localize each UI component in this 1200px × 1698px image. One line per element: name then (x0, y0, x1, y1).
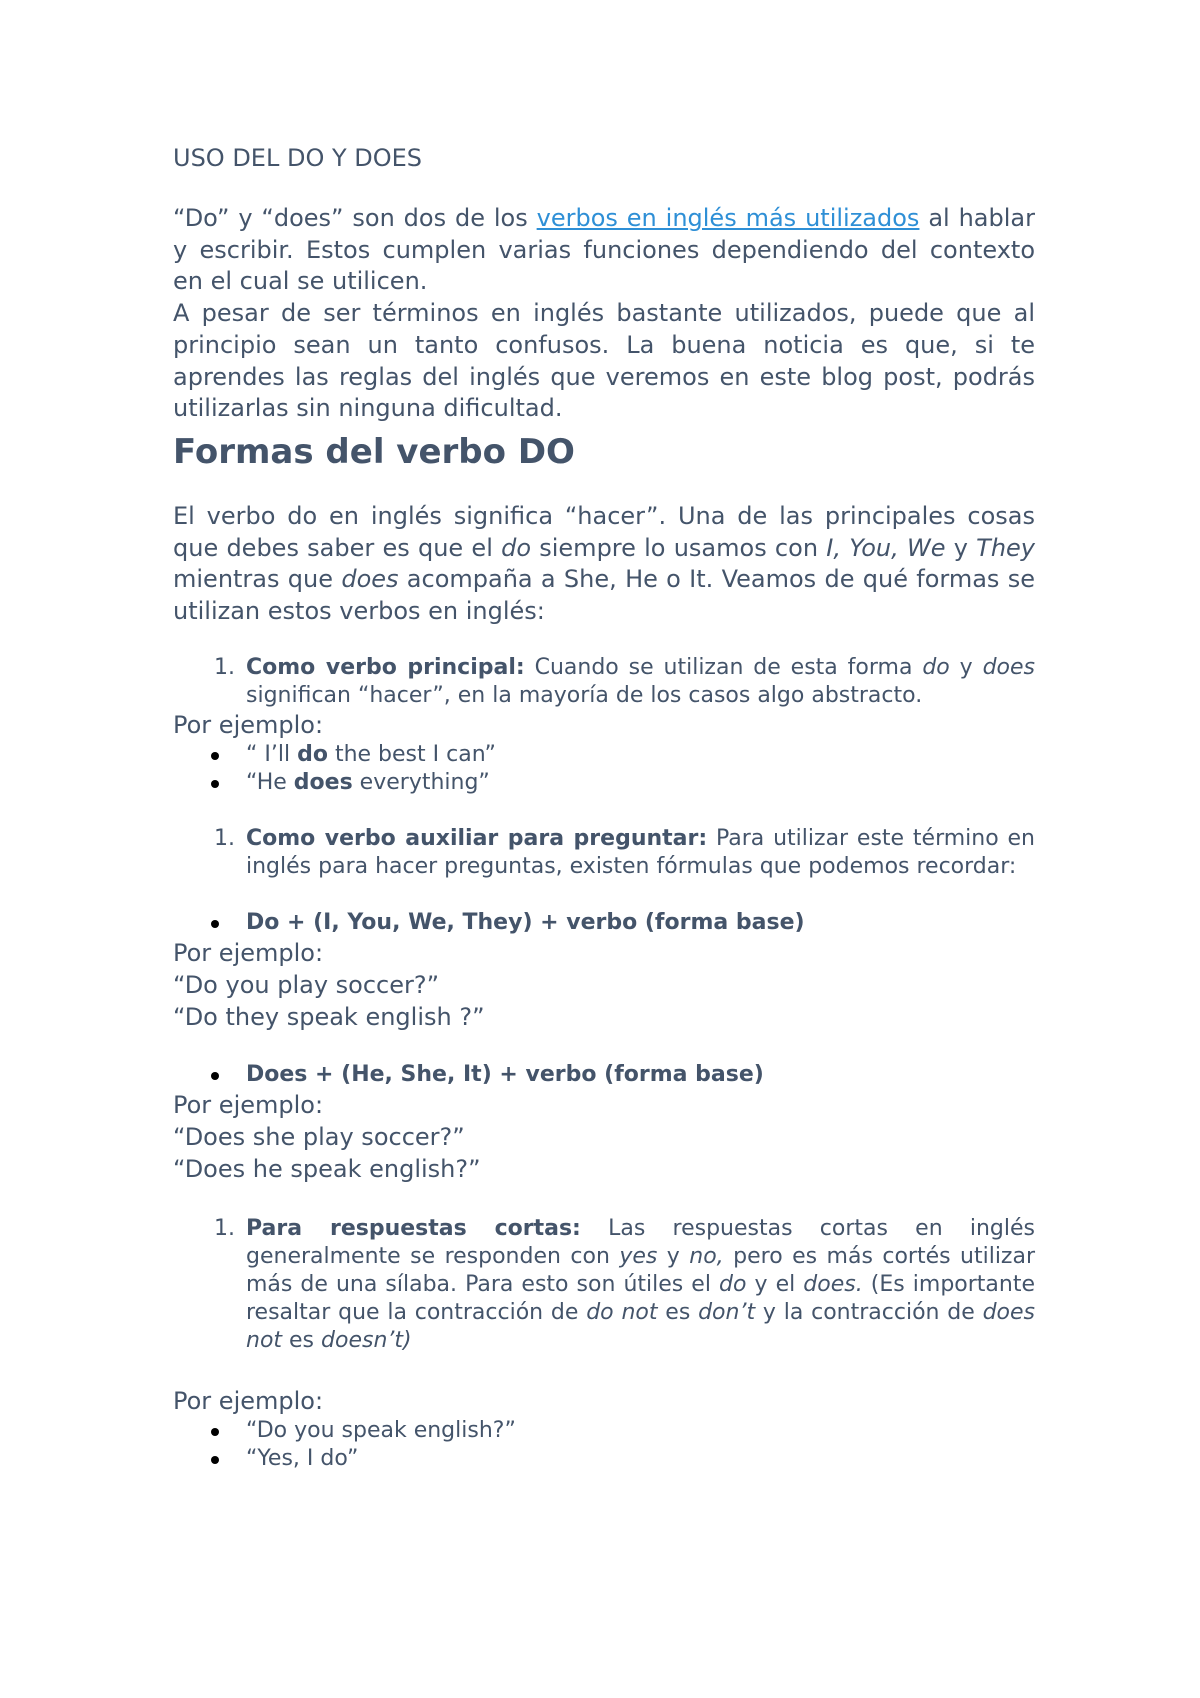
intro-paragraph-2: A pesar de ser términos en inglés bastante utilizados, puede que al principio sean un tanto confusos. La buena noticia es que, si te aprendes las reglas del inglés que veremos en este blog post, podrás utilizarlas sin ninguna dificultad. (173, 299, 1035, 423)
spacer (173, 475, 1035, 501)
italic-run: does not (246, 1299, 1036, 1353)
verbos-link[interactable]: verbos en inglés más utilizados (536, 204, 920, 232)
italic-run: doesn’t) (321, 1327, 412, 1353)
italic-run: I, You, We (826, 533, 946, 562)
text-run: acompaña a She, He o It. Veamos de qué formas se utilizan estos verbos en inglés: (173, 565, 1035, 626)
document-body (173, 140, 1035, 1473)
example-sentence: “Does he speak english?” (173, 1154, 481, 1183)
example-label: Por ejemplo: (173, 710, 324, 739)
text-run: pero es más cortés utilizar más de una sílaba. Para esto son útiles el (246, 1243, 1036, 1297)
bullet-text (246, 909, 1035, 937)
bullet-item (173, 1417, 1035, 1445)
bullet-item (173, 769, 1035, 797)
bold-run: Para respuestas cortas: (246, 1215, 581, 1241)
bullet-icon (173, 909, 246, 937)
example-sentence: “Does she play soccer?” (173, 1122, 465, 1151)
italic-run: does (341, 565, 399, 594)
numbered-item-respuestas-cortas (173, 1215, 1035, 1355)
text-run: y (945, 533, 977, 562)
bullet-item (173, 1061, 1035, 1089)
text-run: Para utilizar este término en inglés para hacer preguntas, existen fórmulas que podemos recordar: (246, 825, 1035, 879)
spacer (173, 1355, 1035, 1385)
bold-run: Do + (I, You, We, They) + verbo (forma base) (246, 909, 805, 935)
spacer (173, 1033, 1035, 1061)
bullet-text: “Do you speak english?” (246, 1417, 516, 1443)
bullet-icon (173, 741, 246, 769)
example-label: Por ejemplo: (173, 938, 324, 967)
spacer (173, 628, 1035, 654)
italic-run: do (501, 533, 532, 562)
example-sentence: “Do you play soccer?” (173, 970, 440, 999)
list-number: 1. (214, 825, 235, 851)
example-sentence: “Do they speak english ?” (173, 1002, 485, 1031)
bullet-item (173, 741, 1035, 769)
italic-run: does. (803, 1271, 863, 1297)
do-explanation-paragraph (173, 501, 1035, 628)
text-run: es (657, 1299, 699, 1325)
bold-run: Como verbo principal: (246, 654, 525, 680)
text-run: Las respuestas cortas en inglés generalmente se responden con (246, 1215, 1036, 1269)
italic-run: yes (619, 1243, 658, 1269)
italic-run: do not (586, 1299, 658, 1325)
list-item-body (246, 825, 1035, 881)
bullet-text (246, 769, 1035, 797)
list-item-body (246, 1215, 1035, 1355)
italic-run: do (922, 654, 950, 680)
text-run: y el (746, 1271, 804, 1297)
spacer (173, 1185, 1035, 1215)
bold-run: Como verbo auxiliar para preguntar: (246, 825, 708, 851)
text-run: mientras que (173, 565, 342, 594)
bullet-item (173, 909, 1035, 937)
text-run: es (282, 1327, 322, 1353)
numbered-item-verbo-principal (173, 654, 1035, 710)
text-run: y (657, 1243, 690, 1269)
bullet-icon (173, 1445, 246, 1473)
bold-run: does (293, 769, 353, 795)
text-run: El verbo do en inglés significa “hacer”. Una de las principales cosas que debes saber es que el (173, 501, 1035, 562)
bullet-text (246, 741, 1035, 769)
text-run: y la contracción de (755, 1299, 983, 1325)
italic-run: no, (689, 1243, 724, 1269)
intro-text-end: al hablar y escribir. Estos cumplen varias funciones dependiendo del contexto en el cual se utilicen. (173, 204, 1035, 296)
italic-run: don’t (698, 1299, 756, 1325)
spacer (173, 881, 1035, 909)
text-run: (Es importante resaltar que la contracción de (246, 1271, 1035, 1325)
bullet-item (173, 1445, 1035, 1473)
intro-text: “Do” y “does” son dos de los (173, 204, 537, 232)
bold-run: do (297, 741, 328, 767)
italic-run: does (982, 654, 1035, 680)
list-number: 1. (214, 1215, 235, 1241)
list-number: 1. (214, 654, 235, 680)
text-run: “ I’ll (246, 741, 298, 767)
example-label: Por ejemplo: (173, 1090, 324, 1119)
bullet-text (246, 1061, 1035, 1089)
text-run: y (949, 654, 983, 680)
section-heading: Formas del verbo DO (173, 431, 575, 472)
text-run: everything” (352, 769, 490, 795)
text-run: the best I can” (327, 741, 496, 767)
intro-paragraph-1 (173, 203, 1035, 298)
list-item-body (246, 654, 1035, 710)
text-run: significan “hacer”, en la mayoría de los casos algo abstracto. (246, 682, 923, 708)
example-label: Por ejemplo: (173, 1386, 324, 1415)
bullet-icon (173, 769, 246, 797)
text-run: “He (246, 769, 294, 795)
italic-run: do (719, 1271, 747, 1297)
bullet-icon (173, 1061, 246, 1089)
italic-run: They (976, 533, 1035, 562)
bold-run: Does + (He, She, It) + verbo (forma base) (246, 1061, 764, 1087)
bullet-text: “Yes, I do” (246, 1445, 359, 1471)
spacer (173, 797, 1035, 825)
text-run: Cuando se utilizan de esta forma (524, 654, 923, 680)
document-title: USO DEL DO Y DOES (173, 144, 423, 172)
numbered-item-verbo-auxiliar (173, 825, 1035, 881)
bullet-icon (173, 1417, 246, 1445)
text-run: siempre lo usamos con (531, 533, 827, 562)
